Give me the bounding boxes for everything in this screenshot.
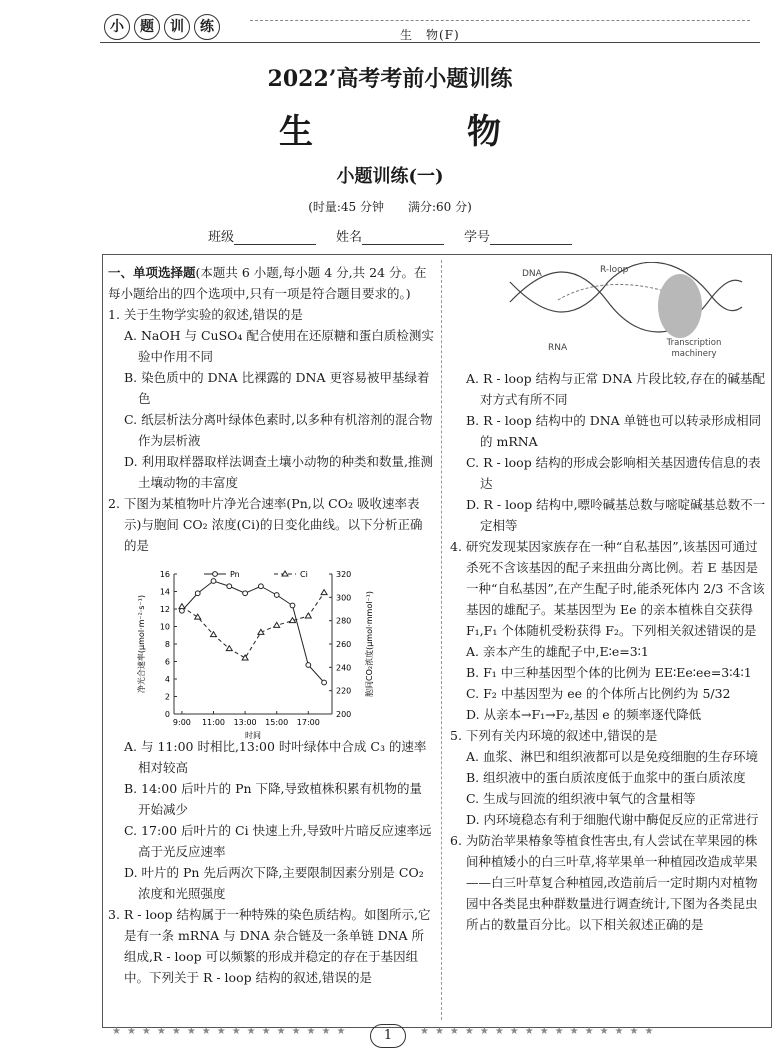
legend-pn-marker (213, 572, 218, 577)
ci-point (211, 632, 217, 637)
x-axis-label: 时间 (245, 731, 261, 740)
ci-point (226, 646, 232, 651)
q2-stem: 2. 下图为某植物叶片净光合速率(Pn,以 CO₂ 吸收速率表示)与胞间 CO₂ 浓度(Ci)的日变化曲线。以下分析正确的是 (108, 496, 423, 553)
badge-char: 训 (164, 14, 190, 40)
q2-option-d[interactable]: D. 叶片的 Pn 先后两次下降,主要限制因素分别是 CO₂ 浓度和光照强度 (124, 865, 424, 901)
y2-tick-label: 200 (336, 710, 352, 719)
x-tick-label: 15:00 (265, 718, 289, 727)
q5-option-c[interactable]: C. 生成与回流的组织液中氧气的含量相等 (466, 791, 696, 806)
pn-point (211, 579, 216, 584)
y2-tick-label: 320 (336, 570, 352, 579)
q4-option-b[interactable]: B. F₁ 中三种基因型个体的比例为 EE∶Ee∶ee=3∶4∶1 (466, 665, 752, 680)
q6-stem: 6. 为防治苹果椿象等植食性害虫,有人尝试在苹果园的株间种植矮小的白三叶草,将苹果单一种植园改造成苹果——白三叶草复合种植园,改造前后一定时期内对植物园中各类昆虫种群数量进行调查统计,下图为各类昆虫所占的数量百分比。以下相关叙述正确的是 (450, 833, 758, 932)
x-tick-label: 13:00 (233, 718, 257, 727)
y-tick-label: 12 (159, 605, 170, 614)
rloop-label: R-loop (600, 265, 629, 275)
section-title: 小题训练(一) (336, 166, 444, 187)
pn-point (290, 603, 295, 608)
q2-option-c[interactable]: C. 17:00 后叶片的 Ci 快速上升,导致叶片暗反应速率远高于光反应速率 (124, 823, 432, 859)
q4-option-d[interactable]: D. 从亲本→F₁→F₂,基因 e 的频率逐代降低 (466, 707, 702, 722)
column-divider (441, 260, 442, 1020)
q5-option-b[interactable]: B. 组织液中的蛋白质浓度低于血浆中的蛋白质浓度 (466, 770, 746, 785)
section-intro (108, 262, 434, 304)
class-field[interactable] (208, 226, 316, 245)
y2-tick-label: 260 (336, 640, 352, 649)
dna-strand-1 (510, 272, 742, 332)
pn-point (259, 584, 264, 589)
rna-strand (558, 284, 668, 300)
y2-tick-label: 240 (336, 663, 352, 673)
q1-option-a[interactable]: A. NaOH 与 CuSO₄ 配合使用在还原糖和蛋白质检测实验中作用不同 (124, 328, 434, 364)
id-blank[interactable] (490, 232, 572, 245)
q4-option-c[interactable]: C. F₂ 中基因型为 ee 的个体所占比例约为 5/32 (466, 686, 731, 701)
q5-option-a[interactable]: A. 血浆、淋巴和组织液都可以是免疫细胞的生存环境 (466, 749, 758, 764)
y2-axis-label: 胞间CO₂浓度(μmol·mmol⁻¹) (365, 590, 374, 698)
y-tick-label: 8 (164, 640, 170, 649)
q5-stem: 5. 下列有关内环境的叙述中,错误的是 (450, 728, 658, 743)
q1-option-c[interactable]: C. 纸层析法分离叶绿体色素时,以多种有机溶剂的混合物作为层析液 (124, 412, 433, 448)
ci-point (321, 590, 327, 595)
footer-stars-right: ★★★★★★★★★★★★★★★★ (420, 1026, 660, 1037)
time-info: (时量:45 分钟 满分:60 分) (308, 200, 472, 214)
pn-point (243, 591, 248, 596)
id-field[interactable] (464, 226, 572, 245)
ci-point (305, 613, 311, 618)
x-tick-label: 17:00 (296, 718, 320, 727)
pn-point (322, 680, 327, 685)
x-tick-label: 9:00 (172, 718, 191, 727)
ci-point (242, 655, 248, 660)
y2-tick-label: 280 (336, 616, 352, 626)
y-tick-label: 16 (159, 570, 170, 579)
section-heading: 一、单项选择题 (108, 265, 196, 280)
legend-pn-label: Pn (230, 570, 240, 579)
footer-stars-left: ★★★★★★★★★★★★★★★★ (112, 1026, 352, 1037)
transcription-machinery-shape (658, 274, 702, 338)
y2-tick-label: 300 (336, 593, 352, 603)
y-axis-label: 净光合速率(μmol·m⁻²·s⁻¹) (137, 594, 146, 694)
header-rule (100, 42, 760, 43)
rna-label: RNA (548, 343, 568, 353)
rloop-figure (508, 262, 744, 364)
q1-stem: 1. 关于生物学实验的叙述,错误的是 (108, 307, 303, 322)
name-blank[interactable] (362, 232, 444, 245)
q1-option-b[interactable]: B. 染色质中的 DNA 比裸露的 DNA 更容易被甲基绿着色 (124, 370, 430, 406)
pn-point (227, 584, 232, 589)
id-label: 学号 (464, 230, 491, 245)
page-number: 1 (370, 1024, 406, 1048)
ci-line (182, 593, 324, 658)
badge-char: 题 (134, 14, 160, 40)
pn-line (182, 581, 324, 683)
q2-option-a[interactable]: A. 与 11:00 时相比,13:00 时叶绿体中合成 C₃ 的速率相对较高 (124, 739, 427, 775)
q3-option-d[interactable]: D. R - loop 结构中,嘌呤碱基总数与嘧啶碱基总数不一定相等 (466, 497, 766, 533)
q4-stem: 4. 研究发现某因家族存在一种“自私基因”,该基因可通过杀死不含该基因的配子来扭曲分离比例。若 E 基因是一种“自私基因”,在产生配子时,能杀死体内 2/3 不含该基因的雄配子。某基因型为 Ee 的亲本植株自交获得 F₁,F₁ 个体随机受粉获得 F₂。下列相关叙述错误的是 (450, 539, 765, 638)
q4-option-a[interactable]: A. 亲本产生的雄配子中,E∶e=3∶1 (466, 644, 649, 659)
legend-ci-label: Ci (300, 570, 308, 579)
machinery-label: Transcription machinery (666, 338, 722, 359)
y-tick-label: 6 (164, 657, 170, 667)
name-field[interactable] (336, 226, 444, 245)
y-tick-label: 2 (164, 692, 170, 702)
y2-tick-label: 220 (336, 686, 352, 696)
pn-point (195, 591, 200, 596)
x-tick-label: 11:00 (201, 718, 226, 727)
right-column (450, 368, 766, 935)
dna-label: DNA (522, 269, 542, 279)
y-tick-label: 0 (164, 710, 170, 719)
y-tick-label: 4 (164, 675, 170, 684)
q1-option-d[interactable]: D. 利用取样器取样法调查土壤小动物的种类和数量,推测土壤动物的丰富度 (124, 454, 433, 490)
q3-option-a[interactable]: A. R - loop 结构与正常 DNA 片段比较,存在的碱基配对方式有所不同 (466, 371, 765, 407)
pn-ci-chart (122, 566, 380, 748)
badge-char: 小 (104, 14, 130, 40)
pn-point (306, 663, 311, 668)
q5-option-d[interactable]: D. 内环境稳态有利于细胞代谢中酶促反应的正常进行 (466, 812, 759, 827)
ci-point (179, 604, 185, 609)
pn-point (274, 593, 279, 598)
header-subject: 生 物(F) (400, 28, 460, 42)
header-badge (104, 14, 220, 40)
machinery-label-wrap (644, 338, 744, 364)
q3-option-b[interactable]: B. R - loop 结构中的 DNA 单链也可以转录形成相同的 mRNA (466, 413, 762, 449)
q3-option-c[interactable]: C. R - loop 结构的形成会影响相关基因遗传信息的表达 (466, 455, 761, 491)
class-label: 班级 (207, 230, 234, 245)
name-label: 姓名 (335, 230, 362, 245)
badge-char: 练 (194, 14, 220, 40)
student-info (0, 226, 780, 245)
section-desc: (本题共 6 小题,每小题 4 分,共 24 分。在每小题给出的四个选项中,只有一项是符合题目要求的。) (108, 265, 427, 301)
subject-title: 生 物 (279, 112, 561, 152)
main-title: 2022’高考考前小题训练 (267, 66, 513, 92)
class-blank[interactable] (234, 232, 316, 245)
y-tick-label: 14 (159, 587, 170, 597)
header-dash (250, 20, 750, 21)
ci-point (274, 622, 280, 627)
y-tick-label: 10 (159, 622, 170, 632)
ci-point (195, 614, 201, 619)
q2-option-b[interactable]: B. 14:00 后叶片的 Pn 下降,导致植株积累有机物的量开始减少 (124, 781, 423, 817)
q3-stem: 3. R - loop 结构属于一种特殊的染色质结构。如图所示,它是有一条 mRNA 与 DNA 杂合链及一条单链 DNA 所组成,R - loop 可以频繁的形成并稳定的存在于基因组中。下列关于 R - loop 结构的叙述,错误的是 (108, 907, 431, 985)
